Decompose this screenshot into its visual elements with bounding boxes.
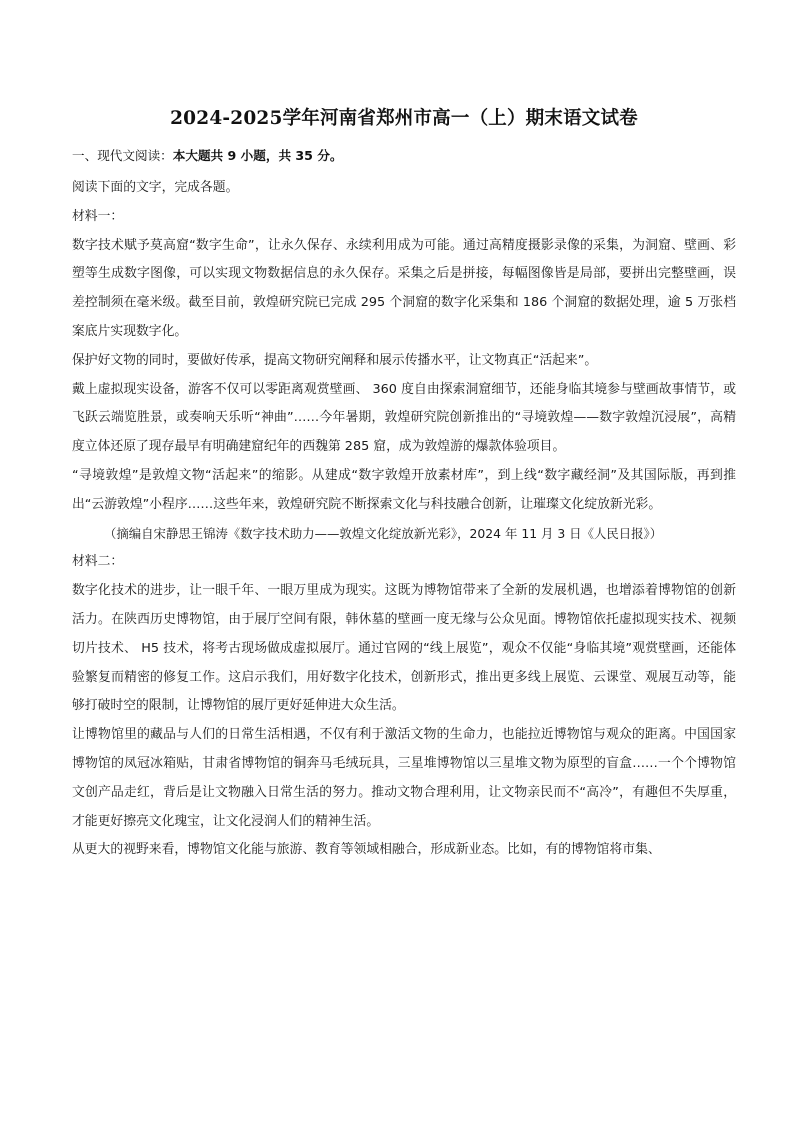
material-1-paragraph: “寻境敦煌”是敦煌文物“活起来”的缩影。从建成“数字敦煌开放素材库”，到上线“数字藏经洞”及其国际版，再到推出“云游敦煌”小程序……这些年来，敦煌研究院不断探索文化与科技融合创新，让璀璨文化绽放新光彩。 [72,467,736,512]
section-rule: 本大题共 9 小题，共 35 分。 [172,148,343,163]
exam-title: 2024-2025学年河南省郑州市高一（上）期末语文试卷 [170,108,638,129]
material-2-paragraph: 数字化技术的进步，让一眼千年、一眼万里成为现实。这既为博物馆带来了全新的发展机遇，也增添着博物馆的创新活力。在陕西历史博物馆，由于展厅空间有限，韩休墓的壁画一度无缘与公众见面。博物馆依托虚拟现实技术、视频切片技术、 H5 技术，将考古现场做成虚拟展厅。通过官网的“线上展览”，观众不仅能“身临其境”观赏壁画，还能体验繁复而精密的修复工作。这启示我们，用好数字化技术，创新形式，推出更多线上展览、云课堂、观展互动等，能够打破时空的限制，让博物馆的展厅更好延伸进大众生活。 [72,583,736,714]
reading-instruction: 阅读下面的文字，完成各题。 [72,180,239,195]
material-1-paragraph: 保护好文物的同时，要做好传承，提高文物研究阐释和展示传播水平，让文物真正“活起来”。 [72,352,598,368]
material-2-paragraph: 让博物馆里的藏品与人们的日常生活相遇，不仅有利于激活文物的生命力，也能拉近博物馆与观众的距离。中国国家博物馆的凤冠冰箱贴，甘肃省博物馆的铜奔马毛绒玩具，三星堆博物馆以三星堆文物为原型的盲盒……一个个博物馆文创产品走红，背后是让文物融入日常生活的努力。推动文物合理利用，让文物亲民而不“高冷”，有趣但不失厚重，才能更好擦亮文化瑰宝，让文化浸润人们的精神生活。 [72,727,736,829]
material-1-paragraph: 数字技术赋予莫高窟“数字生命”，让永久保存、永续利用成为可能。通过高精度摄影录像的采集，为洞窟、壁画、彩塑等生成数字图像，可以实现文物数据信息的永久保存。采集之后是拼接，每幅图像皆是局部，要拼出完整壁画，误差控制须在毫米级。截至目前，敦煌研究院已完成 295 个洞窟的数字化采集和 186 个洞窟的数据处理，逾 5 万张档案底片实现数字化。 [72,237,736,339]
material-2-label: 材料二： [72,554,124,570]
material-1-label: 材料一： [72,208,124,224]
section-heading [72,146,736,166]
material-1-source: （摘编自宋静思王锦涛《数字技术助力——敦煌文化绽放新光彩》，2024 年 11 月 3 日《人民日报》） [104,525,663,541]
material-1-paragraph: 戴上虚拟现实设备，游客不仅可以零距离观赏壁画、 360 度自由探索洞窟细节，还能身临其境参与壁画故事情节，或飞跃云端览胜景，或奏响天乐听“神曲”……今年暑期，敦煌研究院创新推出的“寻境敦煌——数字敦煌沉浸展”，高精度立体还原了现存最早有明确建窟纪年的西魏第 285 窟，成为敦煌游的爆款体验项目。 [72,381,736,455]
material-2-paragraph: 从更大的视野来看，博物馆文化能与旅游、教育等领域相融合，形成新业态。比如，有的博物馆将市集、 [72,842,661,858]
section-prefix: 一、现代文阅读： [72,148,173,163]
